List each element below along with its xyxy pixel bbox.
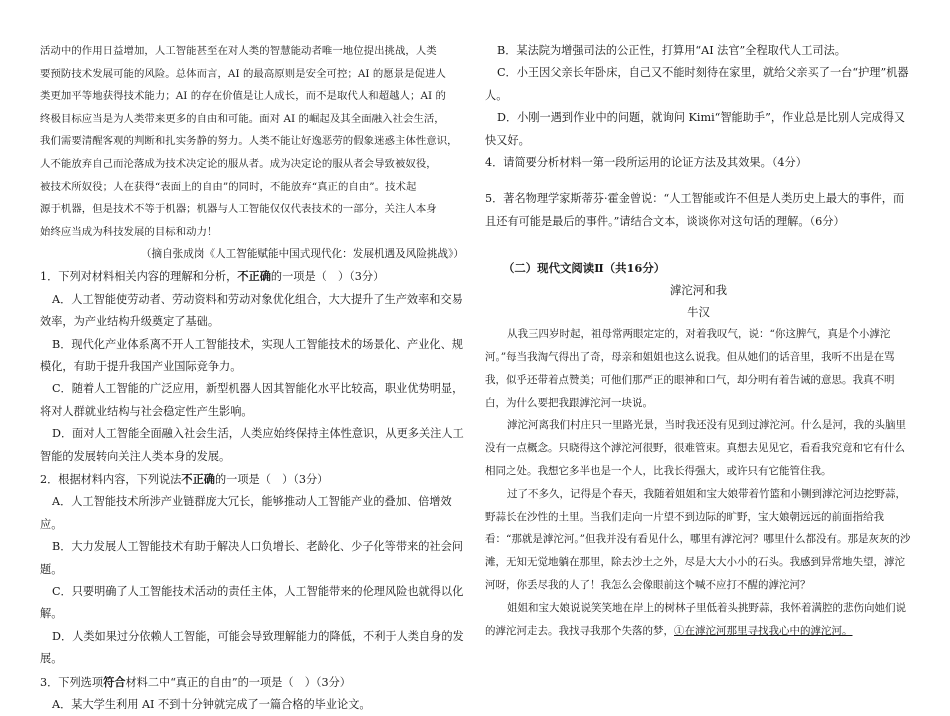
q1-suffix: 的一项是（ ）（3分） [270, 270, 385, 284]
story-author: 牛汉 [687, 305, 710, 320]
section-title: （二）现代文阅读Ⅱ（共16分） [503, 261, 666, 276]
spacer [485, 174, 912, 188]
passage-line: 终极目标应当是为人类带来更多的自由和可能。面对 AI 的崛起及其全面融入社会生活， [40, 112, 445, 125]
story-body [485, 323, 912, 642]
q1-option-b: B．现代化产业体系离不开人工智能技术，实现人工智能技术的场景化、产业化、规模化，有助于提升我国产业国际竞争力。 [40, 337, 463, 373]
passage-line: 要预防技术发展可能的风险。总体而言，AI 的最高原则是安全可控；AI 的愿景是促进人 [40, 67, 446, 80]
q2-option-c: C．只要明确了人工智能技术活动的责任主体，人工智能带来的伦理风险也就得以化解。 [40, 585, 464, 621]
passage-line: 被技术所奴役；人在获得“表面上的自由”的同时，不能放弃“真正的自由”。技术起 [40, 180, 417, 193]
left-column [40, 40, 464, 716]
q3-option-d: D．小刚一遇到作业中的问题，就询问 Kimi“智能助手”，作业总是比别人完成得又快又好。 [485, 111, 906, 147]
passage-line: 类更加平等地获得技术能力；AI 的存在价值是让人成长，而不是取代人和超越人；AI 的 [40, 90, 446, 103]
q3-prefix: 3．下列选项 [40, 675, 104, 689]
question-1 [40, 265, 464, 468]
q2-emphasis: 不正确 [181, 472, 215, 486]
q1-option-a: A．人工智能使劳动者、劳动资料和劳动对象优化组合，大大提升了生产效率和交易效率，为产业结构升级奠定了基础。 [40, 292, 463, 329]
q2-option-d: D．人类如果过分依赖人工智能，可能会导致理解能力的降低，不利于人类自身的发展。 [40, 629, 464, 666]
story-paragraph-last [485, 597, 912, 643]
q2-prefix: 2．根据材料内容，下列说法 [40, 473, 182, 486]
passage-line: 活动中的作用日益增加，人工智能甚至在对人类的智慧能动者唯一地位提出挑战，人类 [40, 45, 437, 57]
underlined-sentence: ①在滹沱河那里寻找我心中的滹沱河。 [674, 624, 853, 637]
story-paragraph: 过了不多久，记得是个春天，我随着姐姐和宝大娘带着竹篮和小铡到滹沱河边挖野蒜，野蒜长在沙性的土里。当我们走向一片望不到边际的旷野，宝大娘朝远远的前面指给我看：“那就是滹沱河。”但我并没有看见什么，哪里有滹沱河？哪里什么都没有。那是灰灰的沙滩，无知无觉地躺在那里，除去沙土之外，尽是大大小小的石头。我感到异常地失望，滹沱河呀，你丢尽我的人了！我怎么会像眼前这个喊不应打不醒的滹沱河？ [485, 487, 911, 592]
q2-option-a: A．人工智能技术所涉产业链群庞大冗长，能够推动人工智能产业的叠加、倍增效应。 [40, 495, 452, 531]
q2-suffix: 的一项是（ ）（3分） [214, 473, 329, 486]
last-para-text: 姐姐和宝大娘说说笑笑地在岸上的树林子里低着头挑野蒜，我怀着满腔的悲伤向她们说的滹沱河走去。我找寻我那个失落的梦， [485, 601, 906, 637]
question-4: 4．请简要分析材料一第一段所运用的论证方法及其效果。（4分） [485, 156, 807, 170]
passage-line: 人不能放弃自己而沦落成为技术决定论的服从者。成为决定论的服从者会导致被奴役， [40, 157, 437, 170]
q3-suffix: 材料二中“真正的自由”的一项是（ ）（3分） [125, 675, 351, 689]
story-title: 滹沱河和我 [670, 283, 727, 298]
right-column [485, 40, 912, 642]
question-3 [40, 671, 464, 716]
q1-option-c: C．随着人工智能的广泛应用，新型机器人因其智能化水平比较高，职业优势明显，将对人群就业结构与社会稳定性产生影响。 [40, 382, 464, 418]
passage-line: 始终应当成为科技发展的目标和动力！ [40, 225, 218, 238]
q1-option-d: D．面对人工智能全面融入社会生活，人类应始终保持主体性意识，从更多关注人工智能的发展转向关注人类本身的发展。 [40, 427, 464, 463]
q2-option-b: B．大力发展人工智能技术有助于解决人口负增长、老龄化、少子化等带来的社会问题。 [40, 540, 463, 576]
question-3-stem [40, 671, 464, 694]
q3-option-c: C．小王因父亲长年卧床，自己又不能时刻待在家里，就给父亲买了一台“护理”机器人。 [485, 66, 909, 102]
passage-text [40, 40, 464, 243]
passage-line: 源于机器，但是技术不等于机器；机器与人工智能仅仅代表技术的一部分，关注人本身 [40, 203, 437, 216]
q3-emphasis: 符合 [103, 674, 126, 689]
story-paragraph: 从我三四岁时起，祖母常两眼定定的，对着我叹气，说：“你这脾气，真是个小滹沱河。”每当我淘气得出了奇，母亲和姐姐也这么说我。但从她们的话音里，我听不出是在骂我，似乎还带着点赞美；可他们那严正的眼神和口气，却分明有着告诫的意思。我真不明白，为什么要把我跟滹沱河一块说。 [485, 328, 895, 409]
question-5: 5．著名物理学家斯蒂芬·霍金曾说：“人工智能或许不但是人类历史上最大的事件，而且还有可能是最后的事件。”请结合文本，谈谈你对这句话的理解。（6分） [485, 192, 905, 228]
q3-option-b: B．某法院为增强司法的公正性，打算用“AI 法官”全程取代人工司法。 [497, 44, 846, 57]
q1-emphasis: 不正确 [237, 269, 271, 284]
q3-option-a: A．某大学生利用 AI 不到十分钟就完成了一篇合格的毕业论文。 [52, 698, 371, 712]
question-2-stem [40, 468, 464, 491]
question-2 [40, 468, 464, 671]
question-1-stem [40, 265, 464, 288]
q1-prefix: 1．下列对材料相关内容的理解和分析， [40, 270, 238, 284]
citation: （摘自张成岗《人工智能赋能中国式现代化：发展机遇及风险挑战》） [140, 248, 464, 261]
passage-line: 我们需要清醒客观的判断和扎实务静的努力。人类不能让好逸恶劳的假象迷惑主体性意识， [40, 135, 458, 148]
story-paragraph: 滹沱河离我们村庄只一里路光景，当时我还没有见到过滹沱河。什么是河，我的头脑里没有一点概念。只晓得这个滹沱河很野，很难管束。真想去见见它，看看我究竟和它有什么相同之处。我想它多半也是一个人，比我长得强大，或许只有它能管住我。 [485, 419, 906, 478]
